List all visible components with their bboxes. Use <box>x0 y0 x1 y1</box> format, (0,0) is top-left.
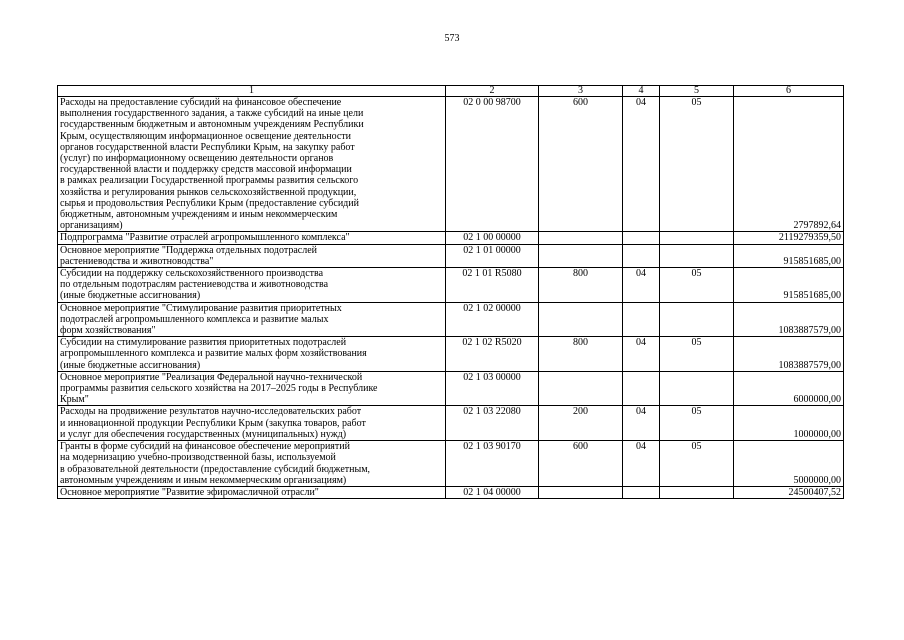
table-row <box>58 441 844 487</box>
item-name-cell: Субсидии на стимулирование развития приоритетных подотраслей агропромышленного комплекса и развитие малых форм хозяйствования (иные бюджетные ассигнования) <box>58 337 446 372</box>
column-header-5: 5 <box>660 86 734 97</box>
target-article-cell: 02 1 03 00000 <box>446 371 539 406</box>
subsection-cell <box>660 244 734 267</box>
target-article-cell: 02 1 03 90170 <box>446 441 539 487</box>
expense-type-cell <box>539 302 623 337</box>
item-name-cell: Расходы на предоставление субсидий на финансовое обеспечение выполнения государственного задания, а также субсидий на иные цели государственным бюджетным и автономным учреждениям Республики Крым, осуществляющим информационное освещение деятельности органов государственной власти Республики Крым, на закупку работ (услуг) по информационному освещению деятельности органов государственной власти и поддержку средств массовой информации в рамках реализации Государственной программы развития сельского хозяйства и регулирования рынков сельскохозяйственной продукции, сырья и продовольствия Республики Крым (предоставление субсидий бюджетным, автономным учреждениям и иным некоммерческим организациям) <box>58 97 446 232</box>
expense-type-cell <box>539 371 623 406</box>
item-name-cell: Субсидии на поддержку сельскохозяйственного производства по отдельным подотраслям растениеводства и животноводства (иные бюджетные ассигнования) <box>58 268 446 303</box>
table-row <box>58 268 844 303</box>
table-body <box>58 86 844 499</box>
table-row <box>58 406 844 441</box>
amount-cell: 1083887579,00 <box>734 337 844 372</box>
amount-cell: 915851685,00 <box>734 244 844 267</box>
section-cell <box>623 244 660 267</box>
section-cell: 04 <box>623 97 660 232</box>
budget-table <box>57 85 844 499</box>
target-article-cell: 02 1 02 00000 <box>446 302 539 337</box>
item-name-cell: Подпрограмма "Развитие отраслей агропромышленного комплекса" <box>58 232 446 244</box>
amount-cell: 2119279359,50 <box>734 232 844 244</box>
subsection-cell <box>660 302 734 337</box>
amount-cell: 915851685,00 <box>734 268 844 303</box>
column-header-3: 3 <box>539 86 623 97</box>
item-name-cell: Расходы на продвижение результатов научно-исследовательских работ и инновационной продукции Республики Крым (закупка товаров, работ и услуг для обеспечения государственных (муниципальных) нужд) <box>58 406 446 441</box>
column-header-1: 1 <box>58 86 446 97</box>
target-article-cell: 02 1 01 R5080 <box>446 268 539 303</box>
subsection-cell <box>660 371 734 406</box>
item-name-cell: Основное мероприятие "Стимулирование развития приоритетных подотраслей агропромышленного комплекса и развитие малых форм хозяйствования" <box>58 302 446 337</box>
table-row <box>58 371 844 406</box>
target-article-cell: 02 1 04 00000 <box>446 486 539 498</box>
section-cell <box>623 486 660 498</box>
subsection-cell <box>660 232 734 244</box>
column-header-6: 6 <box>734 86 844 97</box>
table-row <box>58 97 844 232</box>
section-cell: 04 <box>623 406 660 441</box>
expense-type-cell <box>539 486 623 498</box>
section-cell: 04 <box>623 441 660 487</box>
expense-type-cell <box>539 244 623 267</box>
amount-cell: 2797892,64 <box>734 97 844 232</box>
amount-cell: 24500407,52 <box>734 486 844 498</box>
subsection-cell: 05 <box>660 97 734 232</box>
target-article-cell: 02 0 00 98700 <box>446 97 539 232</box>
amount-cell: 6000000,00 <box>734 371 844 406</box>
subsection-cell: 05 <box>660 337 734 372</box>
item-name-cell: Основное мероприятие "Развитие эфиромасличной отрасли" <box>58 486 446 498</box>
item-name-cell: Основное мероприятие "Реализация Федеральной научно-технической программы развития сельского хозяйства на 2017–2025 годы в Республике Крым" <box>58 371 446 406</box>
column-header-4: 4 <box>623 86 660 97</box>
table-row <box>58 486 844 498</box>
target-article-cell: 02 1 01 00000 <box>446 244 539 267</box>
target-article-cell: 02 1 00 00000 <box>446 232 539 244</box>
expense-type-cell: 800 <box>539 268 623 303</box>
target-article-cell: 02 1 03 22080 <box>446 406 539 441</box>
amount-cell: 1083887579,00 <box>734 302 844 337</box>
section-cell <box>623 232 660 244</box>
section-cell <box>623 371 660 406</box>
expense-type-cell: 600 <box>539 97 623 232</box>
page-number: 573 <box>444 33 460 44</box>
column-header-2: 2 <box>446 86 539 97</box>
table-row <box>58 232 844 244</box>
item-name-cell: Основное мероприятие "Поддержка отдельных подотраслей растениеводства и животноводства" <box>58 244 446 267</box>
expense-type-cell: 600 <box>539 441 623 487</box>
expense-type-cell: 200 <box>539 406 623 441</box>
table-row <box>58 244 844 267</box>
item-name-cell: Гранты в форме субсидий на финансовое обеспечение мероприятий на модернизацию учебно-производственной базы, используемой в образовательной деятельности (предоставление субсидий бюджетным, автономным учреждениям и иным некоммерческим организациям) <box>58 441 446 487</box>
section-cell: 04 <box>623 268 660 303</box>
header-row <box>58 86 844 97</box>
section-cell: 04 <box>623 337 660 372</box>
subsection-cell: 05 <box>660 441 734 487</box>
table-row <box>58 302 844 337</box>
section-cell <box>623 302 660 337</box>
subsection-cell <box>660 486 734 498</box>
amount-cell: 1000000,00 <box>734 406 844 441</box>
expense-type-cell: 800 <box>539 337 623 372</box>
expense-type-cell <box>539 232 623 244</box>
table-row <box>58 337 844 372</box>
subsection-cell: 05 <box>660 268 734 303</box>
subsection-cell: 05 <box>660 406 734 441</box>
amount-cell: 5000000,00 <box>734 441 844 487</box>
target-article-cell: 02 1 02 R5020 <box>446 337 539 372</box>
